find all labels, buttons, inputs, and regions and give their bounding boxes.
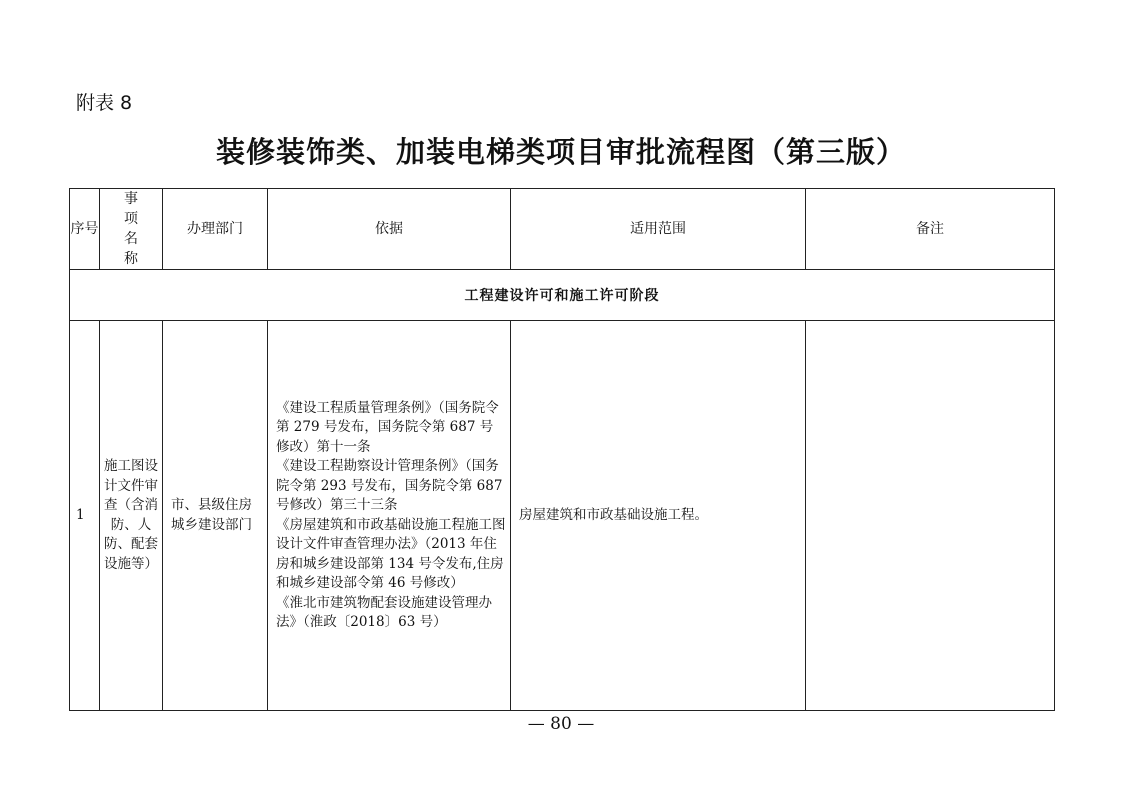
basis-line: 《建设工程勘察设计管理条例》（国务院令第 293 号发布，国务院令第 687 号修改）第三十三条 [276, 458, 503, 513]
row-basis [268, 321, 511, 711]
section-title: 工程建设许可和施工许可阶段 [70, 270, 1055, 321]
appendix-label: 附表 8 [76, 92, 133, 114]
header-dept: 办理部门 [163, 189, 268, 270]
approval-table [69, 188, 1055, 711]
table-row [70, 321, 1055, 711]
row-department: 市、县级住房城乡建设部门 [163, 321, 268, 711]
header-item: 事项名称 [100, 189, 163, 270]
row-scope: 房屋建筑和市政基础设施工程。 [511, 321, 806, 711]
row-item-name: 施工图设计文件审查（含消防、人防、配套设施等） [100, 321, 163, 711]
document-title: 装修装饰类、加装电梯类项目审批流程图（第三版） [215, 135, 906, 169]
row-remarks [806, 321, 1055, 711]
basis-line: 《建设工程质量管理条例》（国务院令第 279 号发布，国务院令第 687 号修改）第十一条 [276, 399, 499, 455]
header-scope: 适用范围 [511, 189, 806, 270]
header-no: 序号 [70, 189, 100, 270]
page-number: — 80 — [527, 714, 595, 734]
row-no: 1 [70, 321, 100, 711]
header-remarks: 备注 [806, 189, 1055, 270]
basis-line: 《淮北市建筑物配套设施建设管理办法》（淮政〔2018〕63 号） [276, 594, 492, 630]
header-row [70, 189, 1055, 270]
header-basis: 依据 [268, 189, 511, 270]
section-row [70, 270, 1055, 321]
basis-line: 《房屋建筑和市政基础设施工程施工图设计文件审查管理办法》（2013 年住房和城乡建设部第 134 号令发布,住房和城乡建设部令第 46 号修改） [276, 516, 506, 591]
